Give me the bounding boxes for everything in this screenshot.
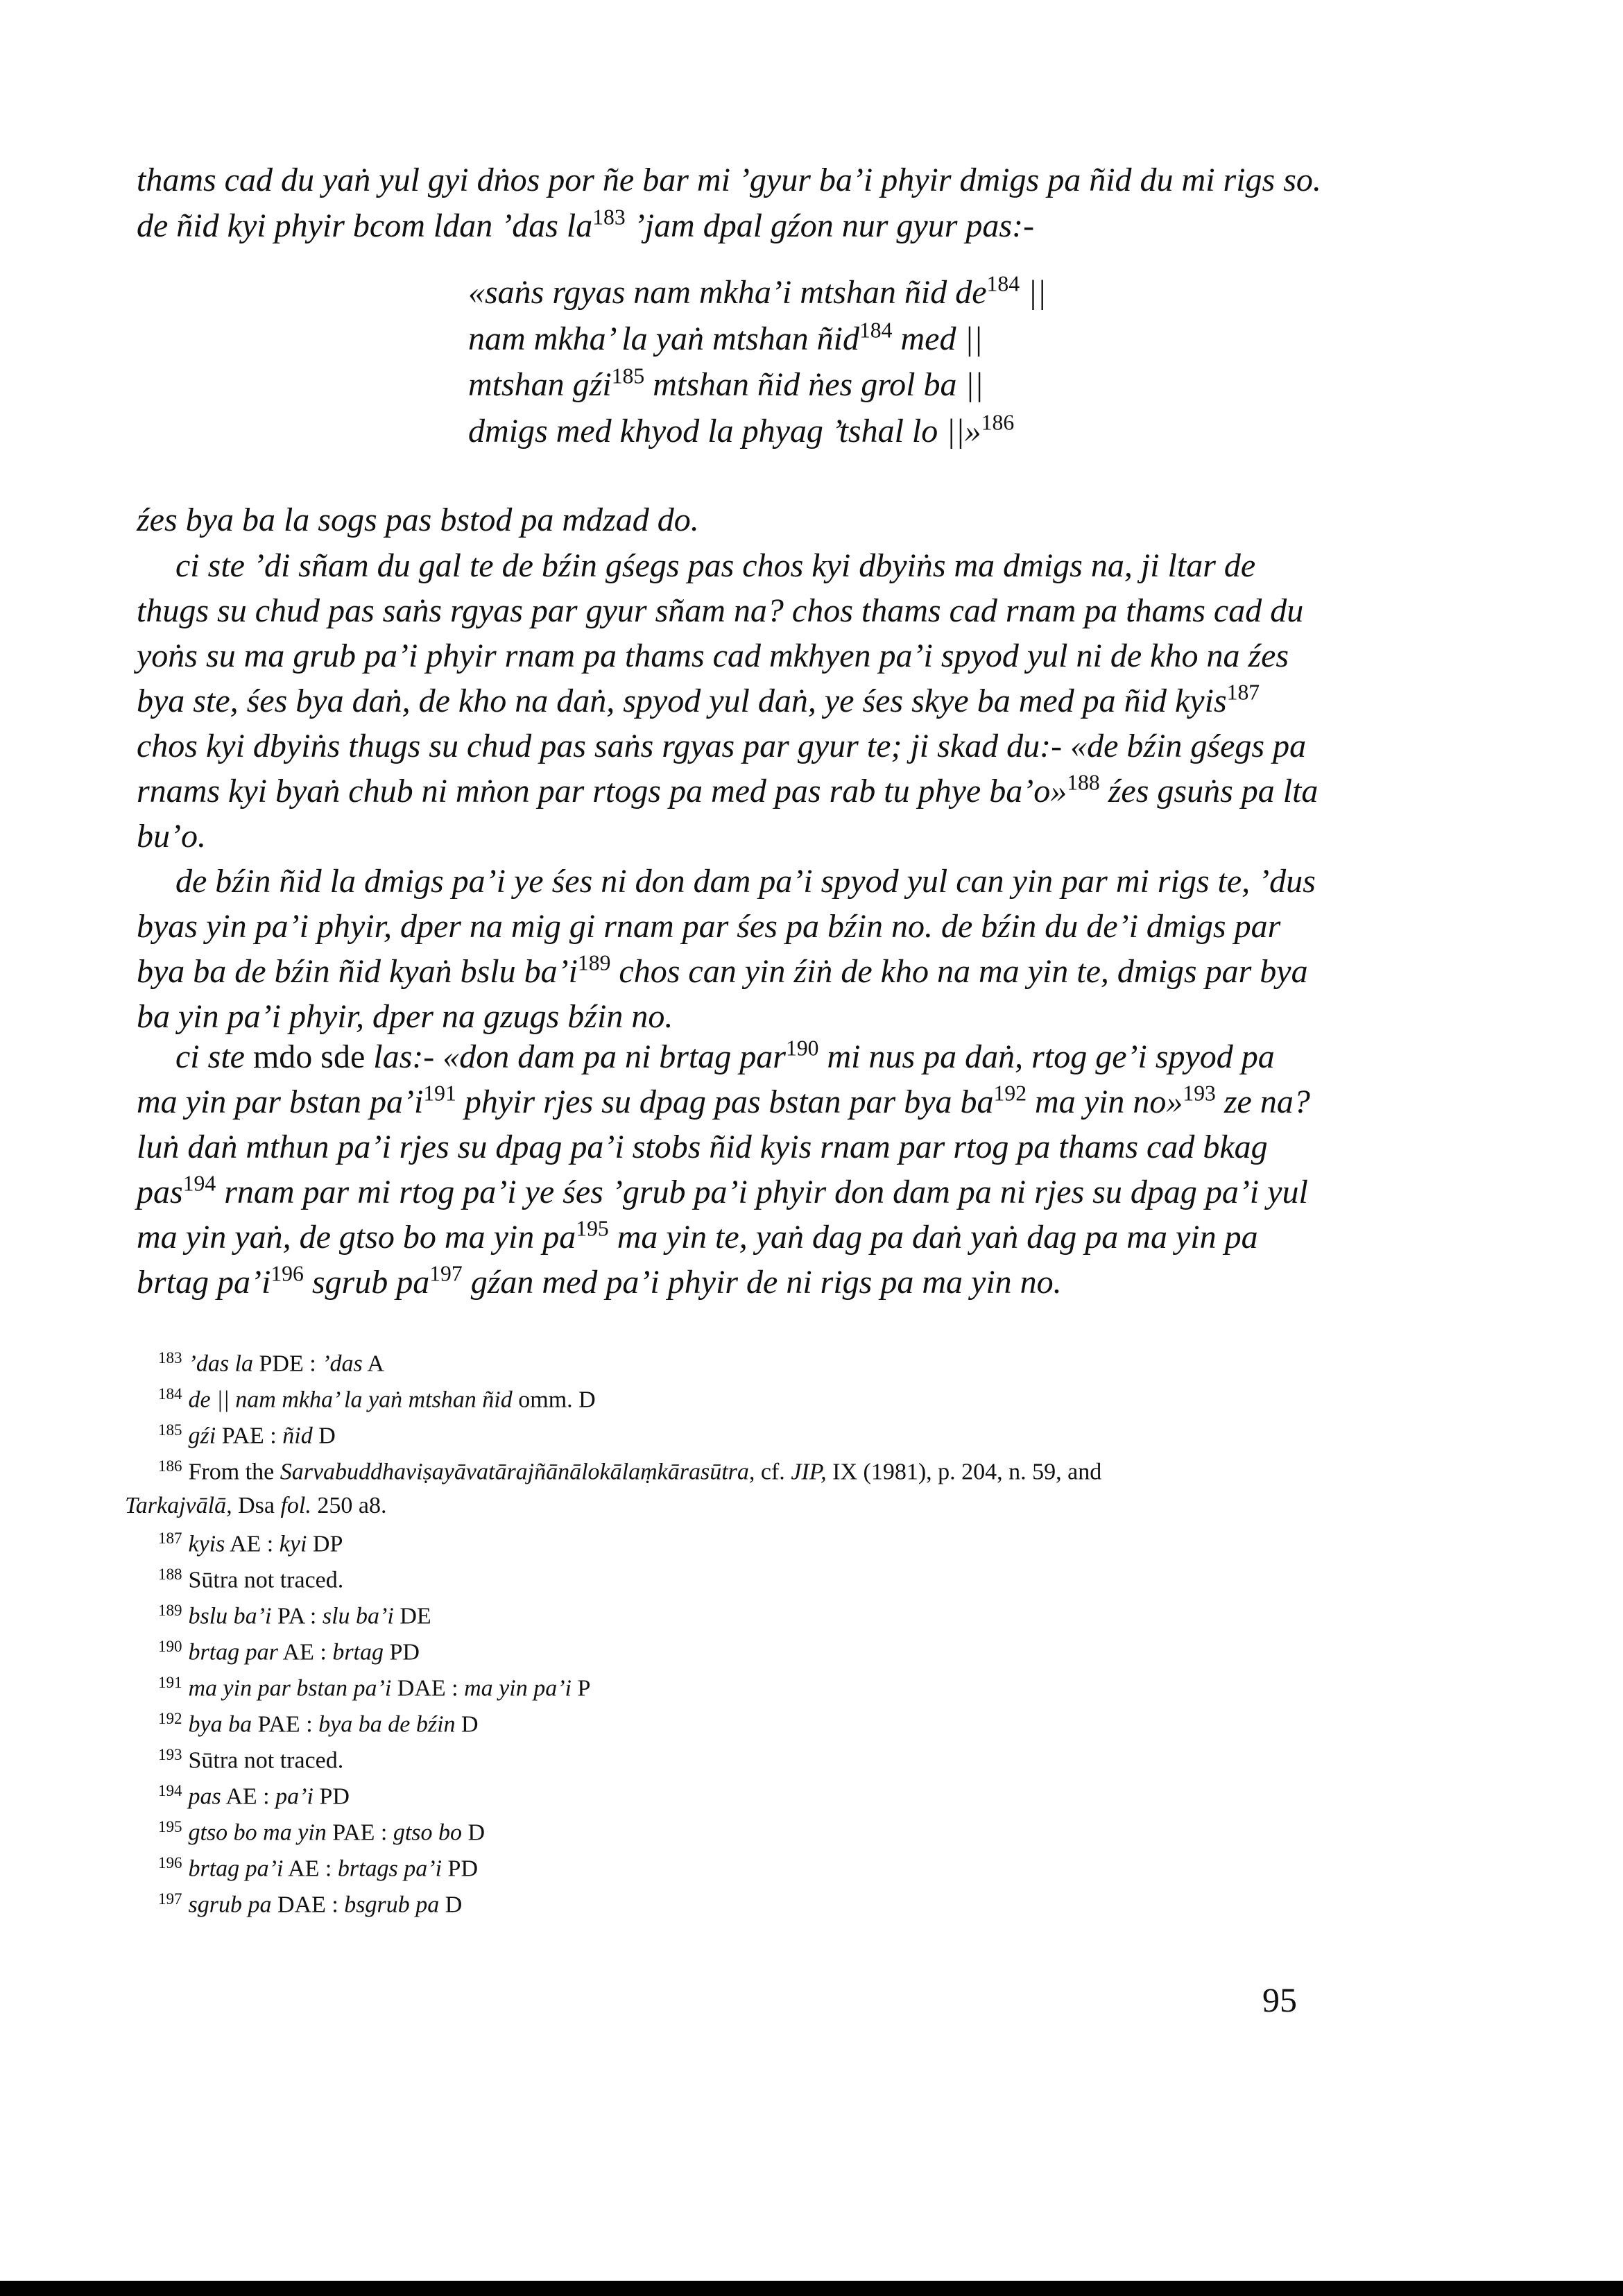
footnote-number: 197: [158, 1890, 182, 1908]
footnote-number: 190: [158, 1638, 182, 1655]
footnote-ref-187[interactable]: 187: [1226, 680, 1260, 705]
text: gźi: [188, 1423, 216, 1449]
footnote-ref-190[interactable]: 190: [785, 1036, 819, 1061]
text: PD: [442, 1856, 479, 1882]
text: ba yin pa’i phyir, dper na gzugs bźin no.: [137, 998, 673, 1035]
body-line-2: [137, 205, 1035, 244]
footnote-ref-192[interactable]: 192: [993, 1081, 1027, 1106]
paragraph-3-line-2: [137, 910, 1280, 943]
text: luṅ daṅ mthun pa’i rjes su dpag pa’i stobs ñid kyis rnam par rtog pa thams cad bkag: [137, 1129, 1268, 1165]
text: nam mkha’ la yaṅ mtshan ñid: [468, 320, 859, 357]
footnote-189: [158, 1602, 431, 1629]
text: thugs su chud pas saṅs rgyas par gyur sñam na? chos thams cad rnam pa thams cad du: [137, 592, 1304, 629]
text: źes gsuṅs pa lta: [1099, 773, 1319, 809]
paragraph-2-line-4: [137, 680, 1260, 719]
text: kyis: [188, 1531, 225, 1557]
footnote-number: 193: [158, 1746, 182, 1763]
text: bya ba de bźin: [318, 1711, 456, 1738]
page-number: 95: [1262, 1980, 1297, 2019]
footnote-183: [158, 1350, 384, 1376]
text: las:- «don dam pa ni brtag par: [365, 1038, 786, 1075]
text: D: [462, 1819, 486, 1846]
footnote-number: 195: [158, 1818, 182, 1835]
text: DE: [393, 1603, 431, 1629]
text: D: [455, 1711, 479, 1738]
text: JIP,: [791, 1459, 827, 1485]
text: byas yin pa’i phyir, dper na mig gi rnam par śes pa bźin no. de bźin du de’i dmigs par: [137, 908, 1281, 945]
text: thams cad du yaṅ yul gyi dṅos por ñe bar mi ’gyur ba’i phyir dmigs pa ñid du mi rigs so.: [137, 162, 1321, 198]
paragraph-4-line-3: [137, 1131, 1268, 1164]
text: DAE :: [271, 1892, 345, 1918]
footnote-186-continued: [125, 1494, 386, 1518]
paragraph-2-line-2: [137, 594, 1303, 628]
text: de bźin ñid la dmigs pa’i ye śes ni don dam pa’i spyod yul can yin par mi rigs te, ’dus: [175, 863, 1316, 900]
text: brtag pa’i: [137, 1264, 271, 1301]
text: gtso bo ma yin: [188, 1819, 327, 1846]
text: IX (1981), p. 204, n. 59, and: [826, 1459, 1102, 1485]
text: de ñid kyi phyir bcom ldan ’das la: [137, 207, 593, 244]
paragraph-4-line-4: [137, 1171, 1308, 1210]
text: dmigs med khyod la phyag ’tshal lo ||»: [468, 413, 981, 449]
paragraph-1-line-1: [137, 504, 699, 537]
paragraph-4-line-1: [175, 1036, 1275, 1075]
text: ñid: [282, 1423, 313, 1449]
text: PAE :: [216, 1423, 283, 1449]
text: P: [571, 1675, 591, 1702]
text: AE :: [225, 1531, 280, 1557]
footnote-ref-195[interactable]: 195: [576, 1216, 609, 1241]
text: PAE :: [252, 1711, 319, 1738]
footnote-number: 186: [158, 1457, 182, 1475]
footnote-197: [158, 1891, 462, 1917]
text: pas: [137, 1174, 183, 1210]
text: D: [312, 1423, 336, 1449]
footnote-ref-184[interactable]: 184: [986, 271, 1020, 296]
text: mdo sde: [252, 1038, 366, 1075]
footnote-number: 194: [158, 1782, 182, 1799]
footnote-ref-185[interactable]: 185: [611, 363, 645, 388]
text: med ||: [892, 320, 983, 357]
footnote-ref-186[interactable]: 186: [981, 410, 1015, 435]
text: bu’o.: [137, 818, 206, 855]
paragraph-2-line-7: [137, 820, 206, 853]
text: AE :: [221, 1783, 276, 1810]
text: PA :: [271, 1603, 323, 1629]
footnote-196: [158, 1855, 478, 1881]
text: kyi: [279, 1531, 307, 1557]
verse-line-2: [468, 318, 983, 357]
footnote-190: [158, 1638, 420, 1665]
footnote-ref-183[interactable]: 183: [592, 205, 626, 230]
text: de || nam mkha’ la yaṅ mtshan ñid: [188, 1387, 513, 1413]
text: AE :: [283, 1856, 338, 1882]
text: ma yin yaṅ, de gtso bo ma yin pa: [137, 1219, 576, 1256]
text: omm. D: [512, 1387, 596, 1413]
footnote-187: [158, 1530, 343, 1557]
text: Sarvabuddhaviṣayāvatārajñānālokālaṃkārasūtra,: [280, 1459, 755, 1485]
footnote-number: 196: [158, 1854, 182, 1871]
text: ze na?: [1215, 1083, 1310, 1120]
footnote-ref-193[interactable]: 193: [1183, 1081, 1216, 1106]
text: «saṅs rgyas nam mkha’i mtshan ñid de: [468, 274, 987, 311]
text: źes bya ba la sogs pas bstod pa mdzad do.: [137, 502, 699, 538]
text: ma yin par bstan pa’i: [188, 1675, 392, 1702]
text: rnams kyi byaṅ chub ni mṅon par rtogs pa med pas rab tu phye ba’o»: [137, 773, 1067, 809]
text: pas: [188, 1783, 221, 1810]
text: PDE :: [253, 1351, 323, 1377]
verse-line-3: [468, 363, 984, 403]
footnote-number: 185: [158, 1421, 182, 1439]
verse-line-4: [468, 410, 1015, 449]
text: ci ste: [175, 1038, 253, 1075]
text: fol.: [280, 1493, 311, 1518]
paragraph-4-line-2: [137, 1081, 1310, 1120]
paragraph-3-line-1: [175, 865, 1316, 898]
text: brtag: [332, 1639, 384, 1665]
footnote-ref-191[interactable]: 191: [423, 1081, 456, 1106]
text: From the: [188, 1459, 280, 1485]
footnote-192: [158, 1711, 479, 1737]
paragraph-3-line-4: [137, 1000, 673, 1034]
text: DAE :: [391, 1675, 465, 1702]
paragraph-4-line-5: [137, 1216, 1258, 1256]
text: yoṅs su ma grub pa’i phyir rnam pa thams cad mkhyen pa’i spyod yul ni de kho na źes: [137, 637, 1289, 674]
text: Sūtra not traced.: [188, 1747, 344, 1774]
text: Sūtra not traced.: [188, 1567, 344, 1593]
footnote-number: 187: [158, 1530, 182, 1547]
text: gtso bo: [393, 1819, 463, 1846]
text: A: [362, 1351, 384, 1377]
text: chos kyi dbyiṅs thugs su chud pas saṅs rgyas par gyur te; ji skad du:- «de bźin gśegs pa: [137, 728, 1307, 764]
text: mtshan gźi: [468, 366, 612, 403]
body-line-1: [137, 164, 1321, 197]
footnote-ref-184[interactable]: 184: [859, 318, 893, 343]
footnote-number: 189: [158, 1602, 182, 1619]
text: gźan med pa’i phyir de ni rigs pa ma yin no.: [462, 1264, 1062, 1301]
footnote-185: [158, 1422, 336, 1448]
footnote-ref-197[interactable]: 197: [429, 1261, 463, 1286]
paragraph-4-line-6: [137, 1261, 1062, 1301]
text: bya ba de bźin ñid kyaṅ bslu ba’i: [137, 953, 578, 990]
text: mi nus pa daṅ, rtog ge’i spyod pa: [818, 1038, 1275, 1075]
text: AE :: [277, 1639, 333, 1665]
text: DP: [307, 1531, 343, 1557]
footnote-194: [158, 1783, 350, 1809]
footnote-186: [158, 1458, 1101, 1484]
text: bslu ba’i: [188, 1603, 272, 1629]
footnote-number: 191: [158, 1674, 182, 1691]
text: brtag pa’i: [188, 1856, 284, 1882]
text: ’das la: [188, 1351, 253, 1377]
text: 250 a8.: [311, 1493, 387, 1518]
paragraph-2-line-1: [175, 549, 1255, 583]
text: phyir rjes su dpag pas bstan par bya ba: [456, 1083, 994, 1120]
text: ||: [1020, 274, 1047, 311]
text: ’das: [322, 1351, 363, 1377]
text: brtags pa’i: [337, 1856, 443, 1882]
paragraph-2-line-5: [137, 730, 1306, 763]
footnote-195: [158, 1819, 485, 1845]
text: brtag par: [188, 1639, 278, 1665]
text: ’jam dpal gźon nur gyur pas:-: [625, 207, 1035, 244]
paragraph-3-line-3: [137, 950, 1308, 990]
text: sgrub pa: [303, 1264, 430, 1301]
text: bya ba: [188, 1711, 252, 1738]
footnote-number: 183: [158, 1349, 182, 1367]
text: chos can yin źiṅ de kho na ma yin te, dmigs par bya: [610, 953, 1308, 990]
footnote-188: [158, 1566, 343, 1593]
footnote-ref-188[interactable]: 188: [1067, 770, 1100, 795]
footnote-191: [158, 1674, 590, 1701]
text: pa’i: [275, 1783, 314, 1810]
text: D: [439, 1892, 463, 1918]
paragraph-2-line-3: [137, 637, 1289, 674]
text: bsgrub pa: [344, 1892, 440, 1918]
verse-line-1: [468, 271, 1047, 311]
text: ci ste ’di sñam du gal te de bźin gśegs pas chos kyi dbyiṅs ma dmigs na, ji ltar de: [175, 547, 1256, 584]
text: Dsa: [232, 1493, 281, 1518]
text: ma yin pa’i: [464, 1675, 572, 1702]
text: ma yin par bstan pa’i: [137, 1083, 424, 1120]
footnote-number: 184: [158, 1385, 182, 1403]
text: PD: [313, 1783, 350, 1810]
text: Tarkajvālā,: [125, 1493, 232, 1518]
text: ma yin te, yaṅ dag pa daṅ yaṅ dag pa ma yin pa: [608, 1219, 1258, 1256]
footnote-193: [158, 1747, 343, 1773]
text: mtshan ñid ṅes grol ba ||: [644, 366, 984, 403]
text: ma yin no»: [1027, 1083, 1183, 1120]
text: rnam par mi rtog pa’i ye śes ’grub pa’i phyir don dam pa ni rjes su dpag pa’i yul: [216, 1174, 1308, 1210]
footnote-number: 192: [158, 1710, 182, 1727]
scan-edge-bar: [0, 2281, 1623, 2296]
footnote-ref-189[interactable]: 189: [577, 950, 611, 975]
footnote-184: [158, 1386, 596, 1412]
text: slu ba’i: [322, 1603, 394, 1629]
footnote-number: 188: [158, 1566, 182, 1583]
text: sgrub pa: [188, 1892, 272, 1918]
text: bya ste, śes bya daṅ, de kho na daṅ, spyod yul daṅ, ye śes skye ba med pa ñid kyis: [137, 683, 1227, 719]
footnote-ref-196[interactable]: 196: [270, 1261, 304, 1286]
text: cf.: [755, 1459, 791, 1485]
text: PD: [384, 1639, 420, 1665]
text: PAE :: [326, 1819, 393, 1846]
paragraph-2-line-6: [137, 770, 1319, 809]
footnote-ref-194[interactable]: 194: [182, 1171, 216, 1196]
